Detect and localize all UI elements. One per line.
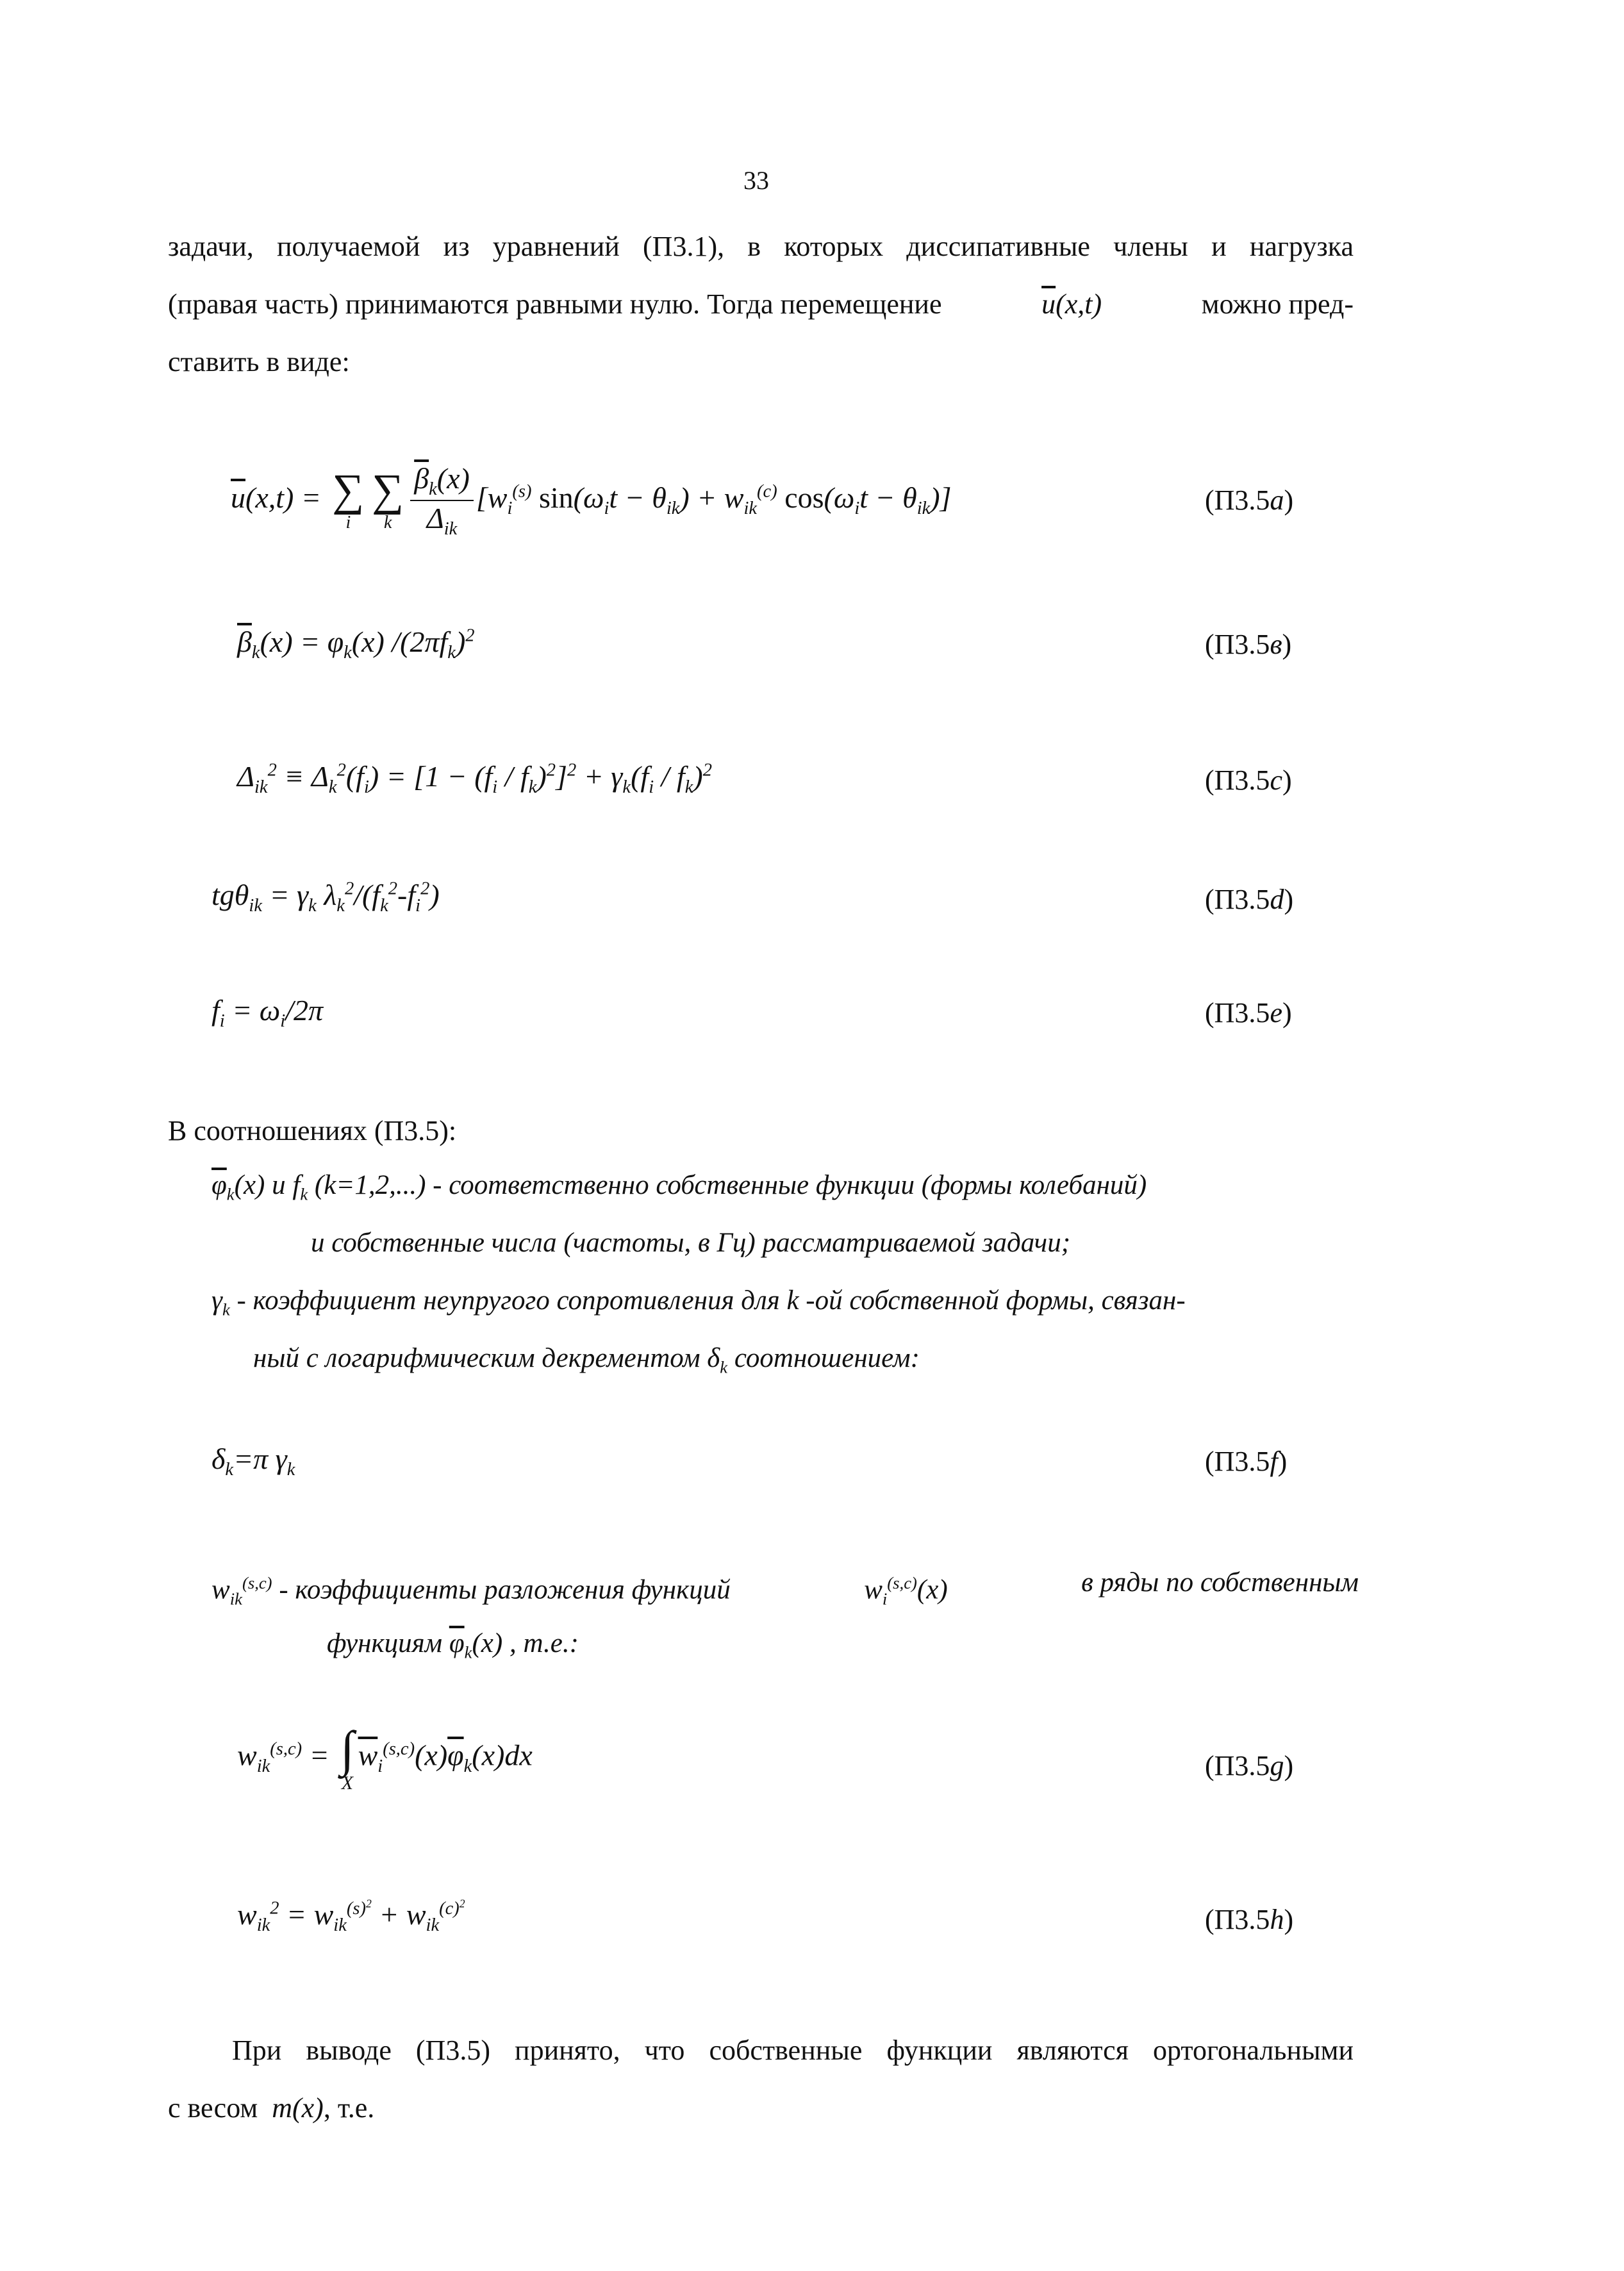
equation-number-f: (П3.5f): [1205, 1446, 1288, 1477]
definition-gamma: $\gamma_k$ - коэффициент неупругого сопротивления для k -ой собственной формы, связан-: [211, 1285, 1186, 1319]
equation-d: $tg\theta_{ik} = \gamma_k$ $\lambda_k^2/(f_k^2-f_i^2)$: [211, 879, 440, 916]
equation-number-e: (П3.5e): [1205, 997, 1292, 1028]
intro-line-1: задачи, получаемой из уравнений (П3.1), в которых диссипативные члены и нагрузка: [168, 231, 1354, 262]
definition-gamma-line2: ный с логарифмическим декрементом $\delta_k$ соотношением:: [253, 1343, 920, 1377]
equation-h: $w_{ik}^2 = w_{ik}^{(s)^2} + w_{ik}^{(c)^2}$: [237, 1897, 465, 1936]
page-number: 33: [743, 166, 769, 195]
equation-number-d: (П3.5d): [1205, 884, 1294, 915]
equation-number-g: (П3.5g): [1205, 1750, 1294, 1781]
equation-f: $\delta_k=\pi$ $\gamma_k$: [211, 1442, 295, 1480]
definition-w: $w_{ik}^{(s,c)}$ - коэффициенты разложения функций $w_i^{(s,c)}(x)$ в ряды по собственным: [211, 1567, 1359, 1608]
definition-w-line2: функциям $\overline{\varphi}_k(x)$ , т.е.:: [327, 1628, 579, 1662]
equation-b: $\overline{\beta}_k(x) = \varphi_k(x)$ $/(2\pi f_k)^2$: [237, 625, 475, 663]
equation-number-b: (П3.5в): [1205, 629, 1292, 660]
equation-number-c: (П3.5c): [1205, 764, 1292, 796]
definition-phi-line2: и собственные числа (частоты, в Гц) рассматриваемой задачи;: [311, 1228, 1071, 1258]
intro-line-2-text: (правая часть) принимаются равными нулю. Тогда перемещение: [168, 288, 942, 320]
intro-paragraph: [168, 218, 1354, 391]
equation-c: $\Delta_{ik}^2 \equiv \Delta_k^2(f_i) = [1 - (f_i / f_k)^2]^2 + \gamma_k(f_i / f_k)^2$: [237, 760, 712, 798]
conclusion-line-2: с весом m(x), т.е.: [168, 2092, 375, 2124]
relations-heading: В соотношениях (П3.5):: [168, 1115, 457, 1146]
equation-g: $w_{ik}^{(s,c)}$ = ∫ X $\overline{w}_i^{(s,c)}(x)\overline{\varphi}_k(x)dx$: [237, 1721, 533, 1794]
intro-line-3: ставить в виде:: [168, 346, 350, 377]
intro-line-2-end: можно пред-: [1201, 288, 1354, 320]
displacement-symbol: $\overline{u}(x,t)$: [1041, 288, 1102, 320]
definition-phi: $\overline{\varphi}_k(x)$ и $f_k$ (k=1,2,...) - соответственно собственные функции (формы колебаний): [211, 1170, 1147, 1204]
equation-number-h: (П3.5h): [1205, 1904, 1294, 1935]
equation-e: $f_i = \omega_i/2\pi$: [211, 994, 324, 1032]
equation-a: $\overline{u}(x,t)$ = ∑ i ∑ k $\frac{\overline{\beta}_k(x)}{\Delta_{ik}}$ [$w_i^{(s)}$ $\sin(\omega_it - \theta_{ik}) + w_{ik}^{(c)}$ $\cos(\omega_it - \theta_{ik})$]: [231, 462, 952, 540]
intro-line-2: [168, 276, 1354, 333]
conclusion-paragraph: [168, 2022, 1354, 2137]
conclusion-line-1: При выводе (П3.5) принято, что собственные функции являются ортогональными: [232, 2035, 1354, 2066]
equation-number-a: (П3.5a): [1205, 484, 1294, 516]
